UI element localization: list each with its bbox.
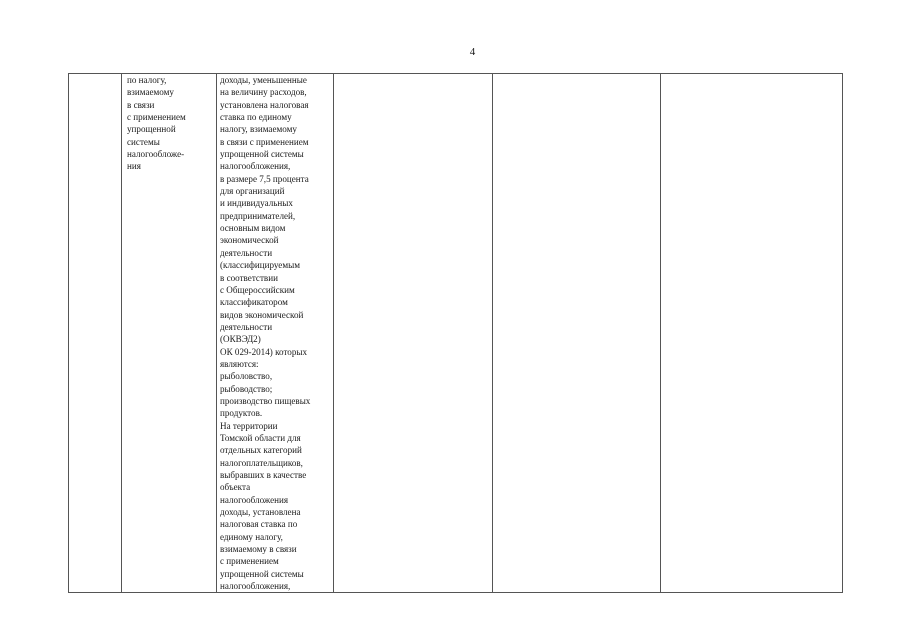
table-cell-tax-rate-description: доходы, уменьшенные на величину расходов, установлена налоговая ставка по единому налогу, взимаемому в связи с применением упрощенной системы налогообложения, в размере 7,5 процента для организаций и индивидуальных предпринимателей, основным видом экономической деятельности (классифицируемым в соответствии с Общероссийским классификатором видов экономической деятельности (ОКВЭД2) ОК 029-2014) которых являются: рыболовство, рыбоводство; производство пищевых продуктов. На территории Томской области для отдельных категорий налогоплательщиков, выбравших в качестве объекта налогообложения доходы, установлена налоговая ставка по единому налогу, взимаемому в связи с применением упрощенной системы налогообложения, <box>217 74 334 593</box>
table-cell-tax-type: по налогу, взимаемому в связи с применением упрощенной системы налогообложе- ния <box>122 74 217 593</box>
table-cell-6 <box>661 74 843 593</box>
table-row <box>69 74 843 593</box>
page-number: 4 <box>469 46 476 58</box>
table-cell-1 <box>69 74 122 593</box>
table-cell-5 <box>493 74 661 593</box>
table-cell-4 <box>334 74 493 593</box>
document-table <box>68 73 843 593</box>
